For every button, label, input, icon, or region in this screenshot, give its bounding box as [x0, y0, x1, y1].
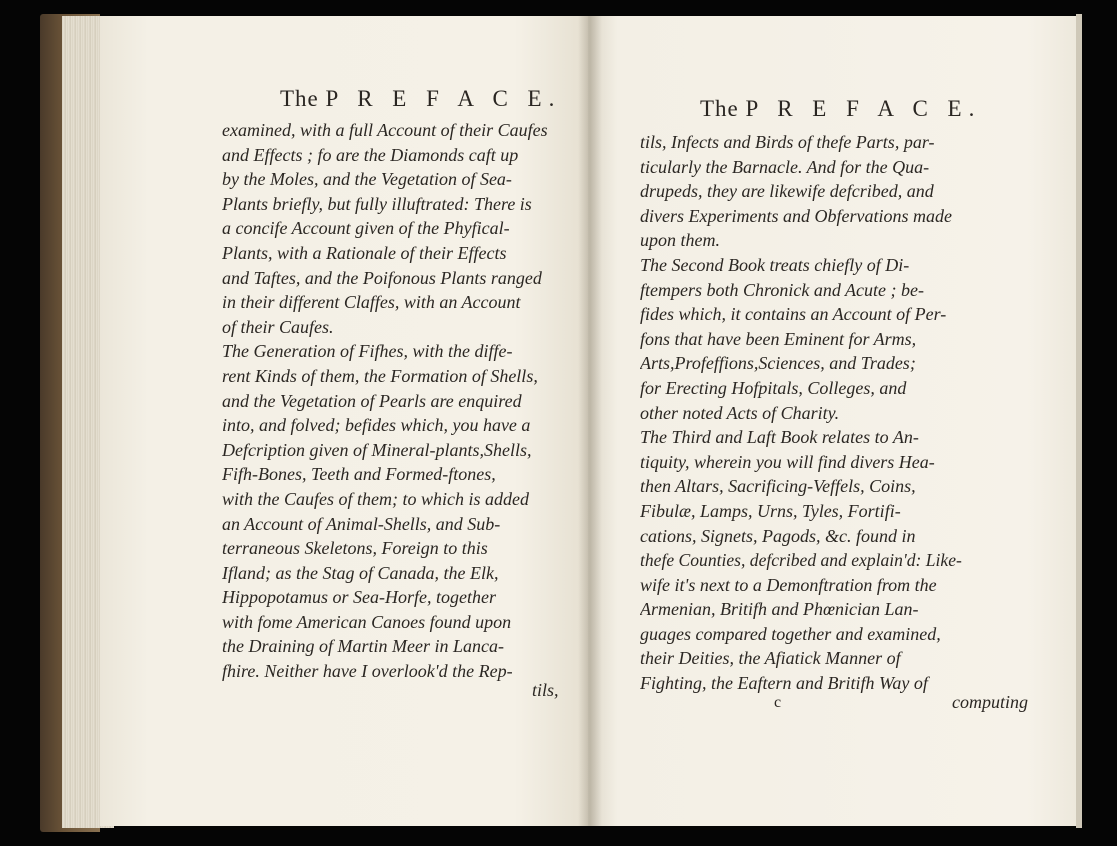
right-head-prefix: The: [700, 96, 739, 121]
book-gutter: [578, 16, 602, 826]
text-line: examined, with a full Account of their Caufes: [222, 120, 548, 140]
text-line: an Account of Animal-Shells, and Sub-: [222, 513, 501, 534]
text-line: with fome American Canoes found upon: [222, 611, 512, 632]
text-line: Fibulæ, Lamps, Urns, Tyles, Fortifi-: [640, 500, 901, 521]
text-line: fons that have been Eminent for Arms,: [640, 328, 917, 349]
text-line: in their different Claffes, with an Account: [222, 292, 521, 313]
text-line: by the Moles, and the Vegetation of Sea-: [222, 169, 512, 190]
right-catchword: computing: [952, 692, 1028, 712]
text-line: Hippopotamus or Sea-Horfe, together: [222, 587, 496, 608]
right-page-edge: [1076, 14, 1082, 828]
text-line: terraneous Skeletons, Foreign to this: [222, 538, 488, 559]
text-line: The Second Book treats chiefly of Di-: [640, 254, 910, 275]
text-line: and Taftes, and the Poifonous Plants ranged: [222, 267, 542, 288]
signature-mark: c: [774, 694, 782, 711]
right-body-text: [640, 130, 962, 696]
text-line: divers Experiments and Obfervations made: [640, 205, 952, 226]
text-line: Fifh-Bones, Teeth and Formed-ftones,: [222, 464, 496, 485]
left-catchword: tils,: [532, 680, 559, 700]
left-head-caps: P R E F A C E.: [325, 86, 562, 111]
right-head-caps: P R E F A C E.: [745, 96, 982, 121]
text-line: rent Kinds of them, the Formation of Shells,: [222, 365, 538, 386]
text-line: Arts,Profeffions,Sciences, and Trades;: [640, 353, 916, 374]
text-line: into, and folved; befides which, you have a: [222, 415, 531, 436]
right-running-head: [700, 96, 981, 122]
text-line: their Deities, the Afiatick Manner of: [640, 648, 901, 669]
text-line: guages compared together and examined,: [640, 623, 941, 644]
text-line: the Draining of Martin Meer in Lanca-: [222, 636, 504, 657]
text-line: tiquity, wherein you will find divers Hea-: [640, 451, 935, 472]
text-line: thefe Counties, defcribed and explain'd: Like-: [640, 550, 962, 571]
left-body-text: [222, 118, 560, 684]
text-line: upon them.: [640, 230, 720, 251]
text-line: a concife Account given of the Phyfical-: [222, 218, 510, 239]
text-line: Defcription given of Mineral-plants,Shells,: [222, 439, 532, 460]
text-line: and Effects ; fo are the Diamonds caft up: [222, 144, 519, 165]
text-line: cations, Signets, Pagods, &c. found in: [640, 525, 916, 546]
text-line: Plants, with a Rationale of their Effects: [222, 242, 507, 263]
text-line: Armenian, Britifh and Phœnician Lan-: [640, 599, 919, 620]
left-running-head: [280, 86, 561, 112]
text-line: fhire. Neither have I overlook'd the Rep-: [222, 661, 513, 682]
text-line: The Generation of Fifhes, with the diffe-: [222, 341, 513, 362]
left-page: [100, 16, 588, 826]
text-line: of their Caufes.: [222, 316, 334, 337]
text-line: ticularly the Barnacle. And for the Qua-: [640, 156, 930, 177]
text-line: then Altars, Sacrificing-Veffels, Coins,: [640, 476, 916, 497]
text-line: fides which, it contains an Account of Per-: [640, 304, 947, 325]
text-line: and the Vegetation of Pearls are enquired: [222, 390, 522, 411]
text-line: with the Caufes of them; to which is added: [222, 488, 529, 509]
text-line: Fighting, the Eaftern and Britifh Way of: [640, 673, 928, 694]
text-line: drupeds, they are likewife defcribed, and: [640, 181, 934, 202]
text-line: Ifland; as the Stag of Canada, the Elk,: [222, 562, 499, 583]
text-line: wife it's next to a Demonftration from the: [640, 574, 937, 595]
text-line: The Third and Laft Book relates to An-: [640, 427, 919, 448]
right-page: [588, 16, 1076, 826]
text-line: for Erecting Hofpitals, Colleges, and: [640, 377, 907, 398]
text-line: Plants briefly, but fully illuftrated: There is: [222, 193, 532, 214]
text-line: tils, Infects and Birds of thefe Parts, par-: [640, 132, 935, 152]
left-head-prefix: The: [280, 86, 319, 111]
text-line: other noted Acts of Charity.: [640, 402, 840, 423]
text-line: ftempers both Chronick and Acute ; be-: [640, 279, 924, 300]
